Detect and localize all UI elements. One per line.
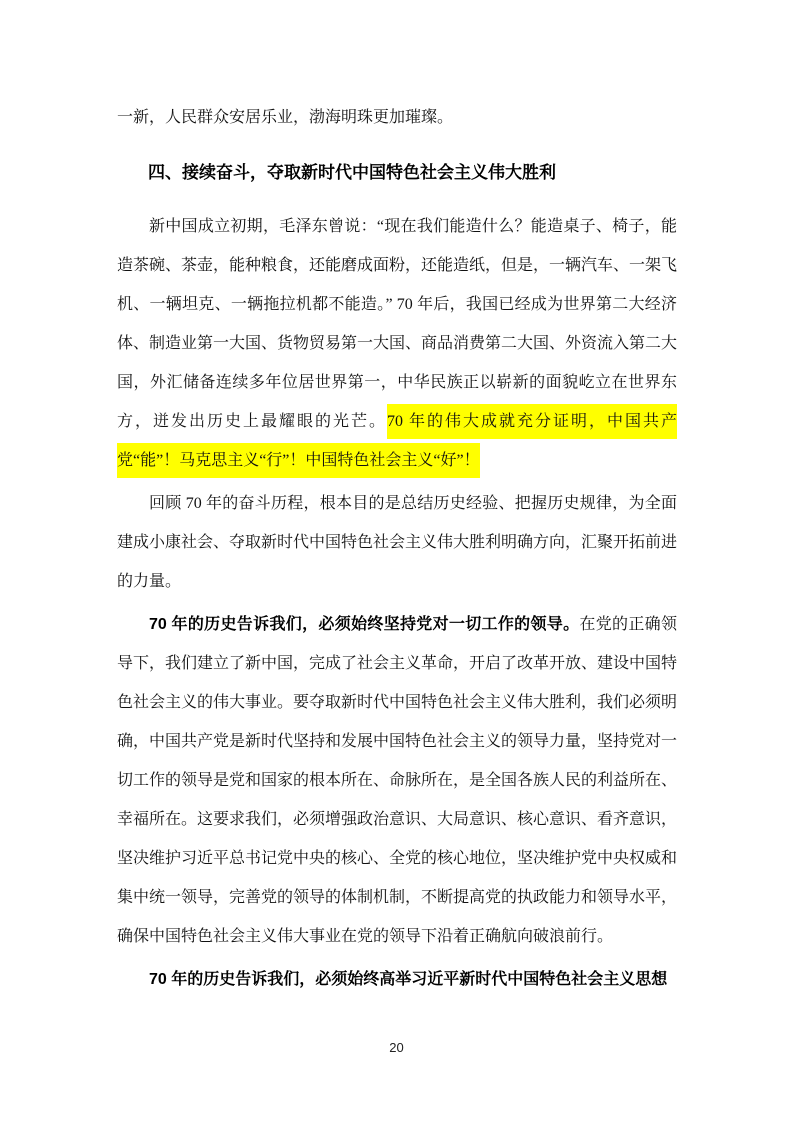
paragraph-mao-quote	[117, 207, 677, 480]
paragraph-thought	[117, 960, 677, 999]
paragraph-text: 在党的正确领导下，我们建立了新中国，完成了社会主义革命，开启了改革开放、建设中国特色社会主义的伟大事业。要夺取新时代中国特色社会主义伟大胜利，我们必须明确，中国共产党是新时代坚持和发展中国特色社会主义的领导力量，坚持党对一切工作的领导是党和国家的根本所在、命脉所在，是全国各族人民的利益所在、幸福所在。这要求我们，必须增强政治意识、大局意识、核心意识、看齐意识，坚决维护习近平总书记党中央的核心、全党的核心地位，坚决维护党中央权威和集中统一领导，完善党的领导的体制机制，不断提高党的执政能力和领导水平，确保中国特色社会主义伟大事业在党的领导下沿着正确航向破浪前行。	[117, 616, 678, 945]
bold-lead-sentence: 70 年的历史告诉我们，必须始终坚持党对一切工作的领导。	[149, 616, 580, 633]
section-heading: 四、接续奋斗，夺取新时代中国特色社会主义伟大胜利	[148, 163, 556, 182]
bold-lead-sentence: 70 年的历史告诉我们，必须始终高举习近平新时代中国特色社会主义思想	[149, 971, 668, 988]
paragraph-leadership	[117, 605, 677, 956]
continuation-paragraph: 一新，人民群众安居乐业，渤海明珠更加璀璨。	[117, 109, 454, 126]
page-number: 20	[389, 1040, 404, 1055]
document-body	[117, 98, 677, 999]
paragraph-review: 回顾 70 年的奋斗历程，根本目的是总结历史经验、把握历史规律，为全面建成小康社会、夺取新时代中国特色社会主义伟大胜利明确方向，汇聚开拓前进的力量。	[117, 495, 678, 590]
highlighted-text: 70 年的伟大成就充分证明，中国共产党“能”！马克思主义“行”！中国特色社会主义“好”！	[117, 404, 677, 478]
paragraph-text: 新中国成立初期，毛泽东曾说：“现在我们能造什么？能造桌子、椅子，能造茶碗、茶壶，能种粮食，还能磨成面粉，还能造纸，但是，一辆汽车、一架飞机、一辆坦克、一辆拖拉机都不能造。” 70 年后，我国已经成为世界第二大经济体、制造业第一大国、货物贸易第一大国、商品消费第二大国、外资流入第二大国，外汇储备连续多年位居世界第一，中华民族正以崭新的面貌屹立在世界东方，迸发出历史上最耀眼的光芒。	[117, 218, 678, 430]
